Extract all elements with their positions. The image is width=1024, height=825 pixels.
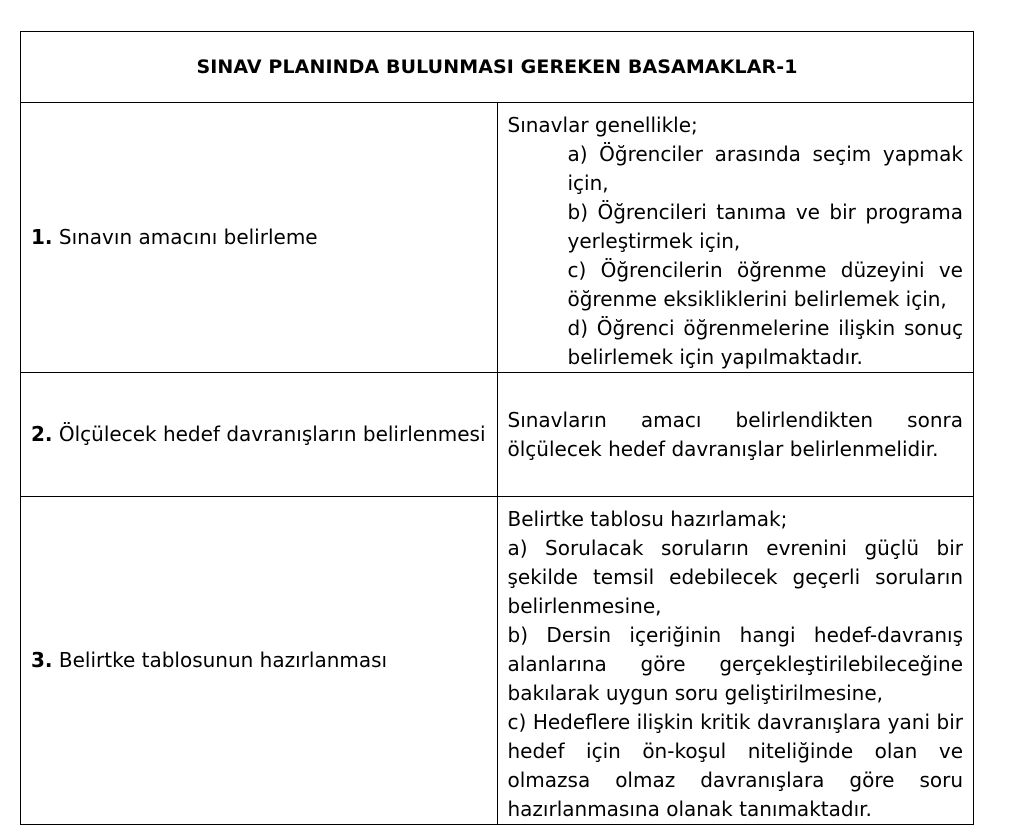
- list-item: c) Hedeflere ilişkin kritik davranışlara yani bir hedef için ön-koşul niteliğinde olan ve olmazsa olmaz davranışlara göre soru hazırlanmasına olanak tanımaktadır.: [507, 710, 963, 821]
- step-label-cell: [21, 103, 498, 373]
- steps-table: [20, 31, 974, 825]
- step-number: 3.: [31, 648, 53, 672]
- title-row: [21, 32, 974, 103]
- list-item: b) Dersin içeriğinin hangi hedef-davranış alanlarına göre gerçekleştirilebileceğine bakılarak uygun soru geliştirilmesine,: [507, 623, 963, 705]
- step-intro: Belirtke tablosu hazırlamak;: [507, 507, 788, 531]
- step-text: Sınavların amacı belirlendikten sonra ölçülecek hedef davranışlar belirlenmelidir.: [507, 407, 963, 461]
- list-item: c) Öğrencilerin öğrenme düzeyini ve öğrenme eksikliklerini belirlemek için,: [567, 258, 963, 311]
- list-item: a) Sorulacak soruların evrenini güçlü bir şekilde temsil edebilecek geçerli soruların belirlenmesine,: [507, 536, 963, 618]
- step-intro: Sınavlar genellikle;: [507, 113, 698, 137]
- step-description-cell: [497, 373, 974, 497]
- step-number: 2.: [31, 422, 53, 446]
- step-label: Sınavın amacını belirleme: [58, 225, 318, 249]
- list-item: d) Öğrenci öğrenmelerine ilişkin sonuç belirlemek için yapılmaktadır.: [567, 316, 963, 369]
- step-number: 1.: [31, 225, 53, 249]
- table-title: SINAV PLANINDA BULUNMASI GEREKEN BASAMAKLAR-1: [21, 32, 974, 103]
- list-item: a) Öğrenciler arasında seçim yapmak için,: [567, 142, 963, 195]
- step-label: Ölçülecek hedef davranışların belirlenmesi: [58, 422, 486, 446]
- table-row: [21, 103, 974, 373]
- step-label-cell: [21, 497, 498, 825]
- step-label-cell: [21, 373, 498, 497]
- table-row: [21, 497, 974, 825]
- list-item: b) Öğrencileri tanıma ve bir programa yerleştirmek için,: [567, 200, 963, 253]
- step-label: Belirtke tablosunun hazırlanması: [58, 648, 388, 672]
- step-description-cell: [497, 103, 974, 373]
- table-row: [21, 373, 974, 497]
- step-description-cell: [497, 497, 974, 825]
